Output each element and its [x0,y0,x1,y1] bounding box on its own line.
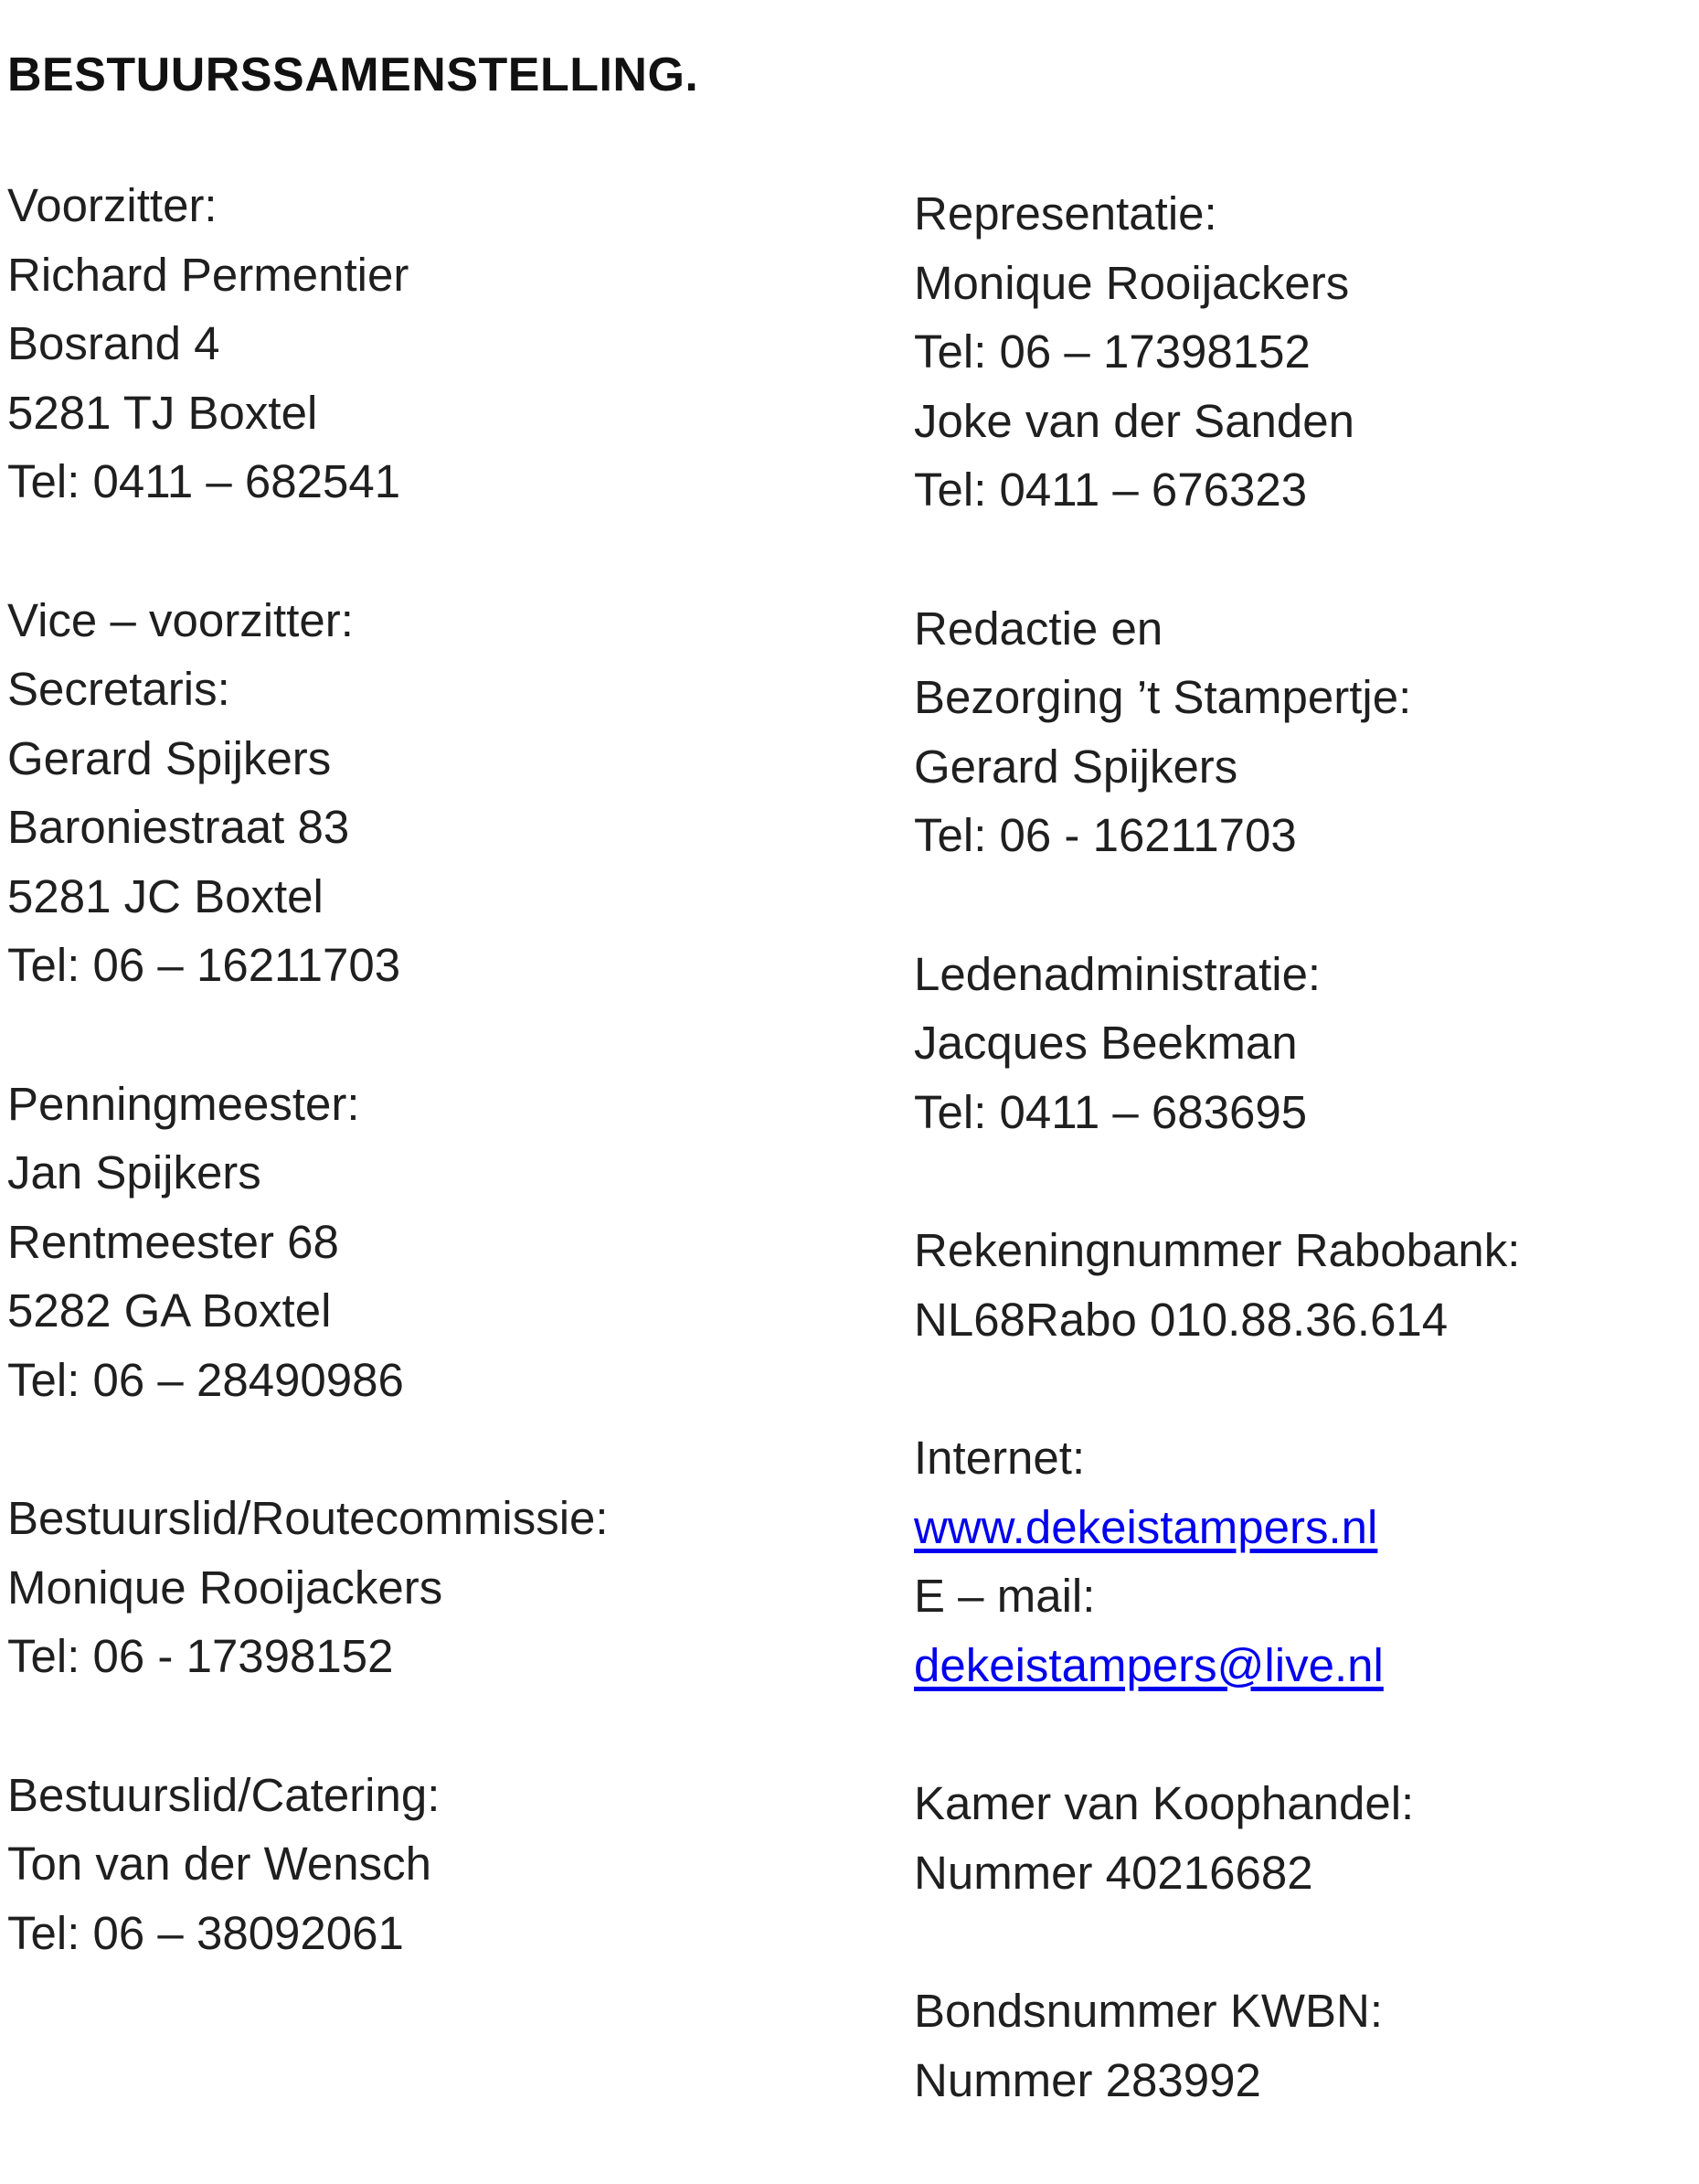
contact-name: Gerard Spijkers [7,731,332,784]
contact-block-redactie [914,594,1682,870]
block-sublabel: Secretaris: [7,663,230,715]
email-link[interactable]: dekeistampers@live.nl [914,1638,1384,1691]
contact-block-catering [7,1761,885,1968]
bank-account-block [914,1216,1682,1354]
bank-account-number: NL68Rabo 010.88.36.614 [914,1293,1449,1346]
website-link[interactable]: www.dekeistampers.nl [914,1500,1378,1553]
kwbn-number: Nummer 283992 [914,2053,1261,2106]
contact-phone: Tel: 0411 – 682541 [7,455,401,507]
contact-name: Gerard Spijkers [914,740,1238,793]
contact-phone: Tel: 06 – 17398152 [914,325,1311,378]
contact-name: Richard Permentier [7,248,409,301]
kvk-number: Nummer 40216682 [914,1846,1313,1899]
block-label: Bondsnummer KWBN: [914,1985,1383,2037]
contact-block-penningmeester [7,1070,885,1415]
internet-block [914,1423,1682,1699]
block-label: Redactie en [914,602,1163,655]
block-label: Kamer van Koophandel: [914,1777,1415,1829]
block-label: Vice – voorzitter: [7,593,354,646]
contact-name: Ton van der Wensch [7,1838,431,1890]
block-sublabel: Bezorging ’t Stampertje: [914,671,1412,723]
contact-phone: Tel: 06 - 17398152 [7,1630,394,1682]
kvk-block [914,1769,1682,1907]
contact-address: Baroniestraat 83 [7,801,350,853]
contact-phone: Tel: 0411 – 676323 [914,463,1308,516]
contact-name: Joke van der Sanden [914,394,1355,447]
contact-address: Bosrand 4 [7,317,220,369]
contact-name: Jan Spijkers [7,1146,261,1199]
block-label: Bestuurslid/Catering: [7,1768,441,1821]
block-label: Voorzitter: [7,179,218,231]
block-label: Penningmeester: [7,1077,360,1130]
contact-block-vice-voorzitter-secretaris [7,586,885,1000]
contact-phone: Tel: 06 – 28490986 [7,1353,404,1406]
block-label: Internet: [914,1432,1086,1484]
contact-phone: Tel: 06 – 38092061 [7,1906,404,1959]
contact-name: Monique Rooijackers [914,256,1350,309]
block-label: Rekeningnummer Rabobank: [914,1224,1521,1276]
contact-block-voorzitter [7,171,885,517]
contact-phone: Tel: 06 - 16211703 [914,809,1297,861]
contact-phone: Tel: 06 – 16211703 [7,939,401,991]
contact-postal-city: 5281 JC Boxtel [7,869,324,922]
block-label: Bestuurslid/Routecommissie: [7,1492,609,1544]
contact-postal-city: 5282 GA Boxtel [7,1284,332,1337]
contact-block-ledenadministratie [914,940,1682,1147]
contact-address: Rentmeester 68 [7,1215,339,1268]
kwbn-block [914,1976,1682,2115]
contact-postal-city: 5281 TJ Boxtel [7,386,318,439]
contact-phone: Tel: 0411 – 683695 [914,1085,1308,1138]
block-label: Representatie: [914,187,1217,240]
contact-name: Jacques Beekman [914,1017,1298,1069]
contact-block-routecommissie [7,1484,885,1691]
left-column [7,171,885,2037]
contact-block-representatie [914,179,1682,525]
page-title: BESTUURSSAMENSTELLING. [7,48,699,101]
contact-name: Monique Rooijackers [7,1561,443,1614]
block-label: Ledenadministratie: [914,947,1322,1000]
right-column [914,179,1682,2184]
email-label: E – mail: [914,1570,1096,1622]
